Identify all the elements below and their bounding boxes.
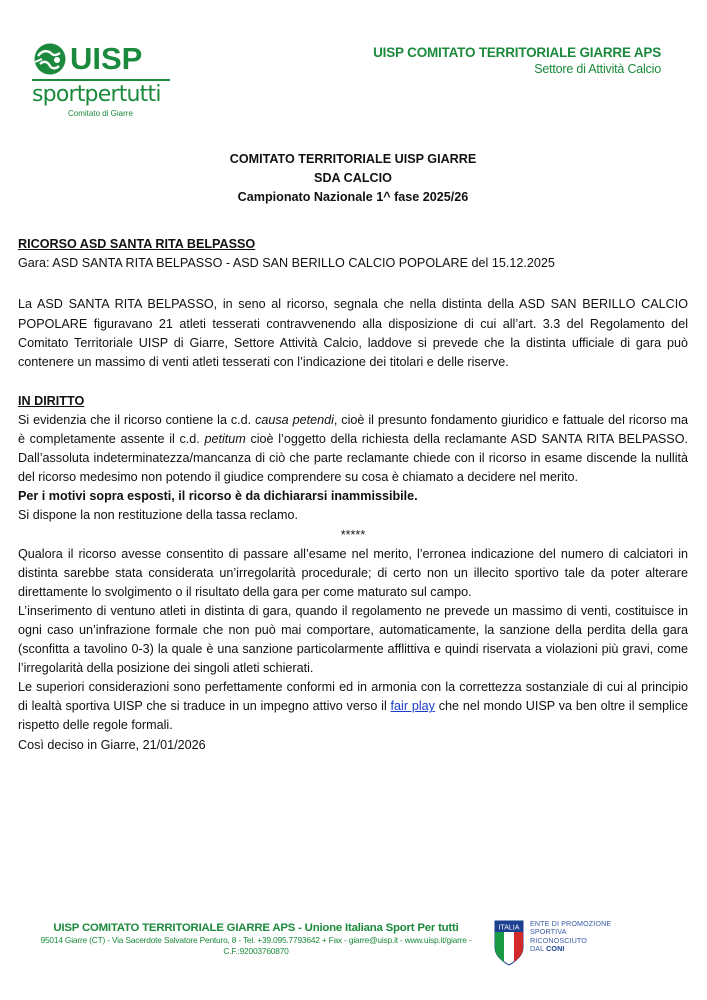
law-paragraph-4 <box>18 678 688 735</box>
italia-shield-icon <box>494 920 524 966</box>
document-body <box>18 150 688 755</box>
title-block <box>18 150 688 207</box>
petitum-term: petitum <box>204 432 246 447</box>
decision-statement: Per i motivi sopra esposti, il ricorso è da dichiararsi inammissibile. <box>18 489 418 504</box>
law-p1-text-a: Si evidenzia che il ricorso contiene la c.d. <box>18 412 256 427</box>
footer-fiscal-code: C.F.:92003760870 <box>223 946 289 956</box>
coni-line-4-prefix: DAL <box>530 944 547 954</box>
facts-paragraph: La ASD SANTA RITA BELPASSO, in seno al ricorso, segnala che nella distinta della ASD SAN BERILLO CALCIO POPOLARE figuravano 21 atleti tesserati contravvenendo alla disposizione di cui all’art. 3.3 del Regolamento del Comitato Territoriale UISP di Giarre, Settore Attività Calcio, laddove si prevede che la distinta ufficiale di gara può contenere un massimo di venti atleti tesserati con l’indicazione dei titolari e delle riserve. <box>18 297 688 369</box>
appeal-heading: RICORSO ASD SANTA RITA BELPASSO <box>18 237 256 252</box>
logo-tagline: sportpertutti <box>32 82 161 107</box>
logo-top-row <box>32 42 177 76</box>
law-p1-text-c: cioè l’oggetto della richiesta della reclamante ASD SANTA RITA BELPASSO. Dall’assoluta indeterminatezza/mancanza di ciò che parte reclamante chiede con il ricorso in esame discende la nullità del ricorso medesimo non potendo il giudice comprendere su cosa è chiamato a decidere nel merito. <box>18 432 688 485</box>
coni-line-4-bold: CONI <box>546 944 565 954</box>
uisp-logo <box>32 42 177 118</box>
spacer <box>18 372 688 392</box>
coni-text <box>530 920 611 954</box>
law-p4-text-a: Le superiori considerazioni sono perfettamente conformi ed in armonia con la correttezza sostanziale di cui al principio di lealtà sportiva UISP che si traduce in un impegno attivo verso il <box>18 680 688 714</box>
causa-petendi-term: causa petendi <box>255 412 334 427</box>
footer-title: UISP COMITATO TERRITORIALE GIARRE APS - Unione Italiana Sport Per tutti <box>53 922 459 934</box>
law-paragraph-3: L’inserimento di ventuno atleti in distinta di gara, quando il regolamento ne prevede un massimo di venti, costituisce in ogni caso un’infrazione formale che non può mai comportare, automaticamente, la sanzione della perdita della gara (sconfitta a tavolino 0-3) la quale è una sanzione particolarmente afflittiva e quindi riservata a violazioni più gravi, come l’irregolarità della posizione dei singoli atleti schierati. <box>18 603 688 676</box>
title-line-sda: SDA CALCIO <box>314 171 392 186</box>
footer-address: 95014 Giarre (CT) - Via Sacerdote Salvatore Penturo, 8 - Tel. +39.095.7793642 + Fax - giarre@uisp.it - www.uisp.it/giarre - <box>40 935 472 945</box>
law-p4-text-b: che nel mondo UISP va ben oltre il semplice rispetto delle regole formali. <box>18 699 688 733</box>
fee-statement: Si dispone la non restituzione della tassa reclamo. <box>18 508 299 523</box>
header-organization: UISP COMITATO TERRITORIALE GIARRE APS <box>373 45 661 60</box>
title-line-committee: COMITATO TERRITORIALE UISP GIARRE <box>229 152 477 166</box>
section-separator: ***** <box>340 527 366 542</box>
spacer <box>18 273 688 295</box>
law-heading: IN DIRITTO <box>18 393 85 408</box>
law-p1-text-b: , cioè il presunto fondamento giuridico e fattuale del ricorso ma è completamente assente il c.d. <box>18 412 688 447</box>
law-paragraph-1 <box>18 411 688 487</box>
coni-line-1: ENTE DI PROMOZIONE <box>530 919 612 928</box>
header-sector: Settore di Attività Calcio <box>534 62 661 76</box>
match-line: Gara: ASD SANTA RITA BELPASSO - ASD SAN BERILLO CALCIO POPOLARE del 15.12.2025 <box>18 256 555 271</box>
logo-divider <box>32 79 170 81</box>
title-line-championship: Campionato Nazionale 1^ fase 2025/26 <box>237 190 469 205</box>
uisp-runner-emblem-icon <box>32 42 68 76</box>
spacer <box>18 207 688 235</box>
closing-line: Così deciso in Giarre, 21/01/2026 <box>18 737 206 752</box>
logo-committee: Comitato di Giarre <box>68 109 133 118</box>
footer <box>36 921 476 957</box>
law-paragraph-2: Qualora il ricorso avesse consentito di passare all’esame nel merito, l’erronea indicazione del numero di calciatori in distinta sarebbe stata considerata un’irregolarità procedurale; di certo non un illecito sportivo tale da poter alterare direttamente lo svolgimento o il risultato della gara per come maturato sul campo. <box>18 546 688 599</box>
fair-play-link[interactable]: fair play <box>390 699 435 714</box>
coni-line-2: SPORTIVA <box>530 927 567 937</box>
coni-line-3: RICONOSCIUTO <box>530 935 587 945</box>
header-organization-block <box>373 44 661 77</box>
italia-shield-label: ITALIA <box>498 924 520 932</box>
logo-brand: UISP <box>70 41 143 76</box>
coni-recognition-badge <box>494 920 611 966</box>
coni-line-4 <box>530 945 611 953</box>
